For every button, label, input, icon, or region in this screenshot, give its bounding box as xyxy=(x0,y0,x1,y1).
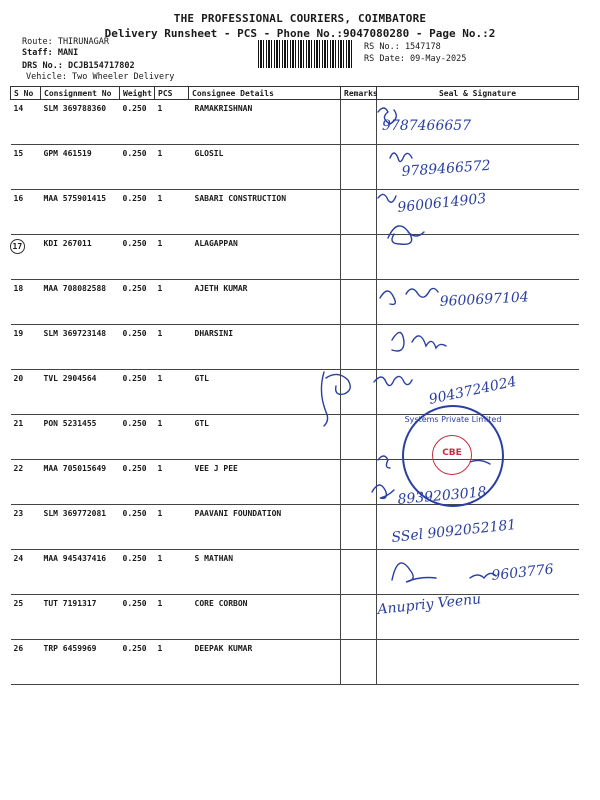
row-consignee: GTL xyxy=(189,415,341,460)
row-remarks xyxy=(341,460,377,505)
row-sno-circled: 17 xyxy=(10,239,26,254)
row-consignee: PAAVANI FOUNDATION xyxy=(189,505,341,550)
vehicle-label: Vehicle: Two Wheeler Delivery xyxy=(26,72,175,82)
table-row xyxy=(11,595,579,640)
table-row xyxy=(11,370,579,415)
row-seal-signature xyxy=(377,280,579,325)
row-consignment: GPM 461519 xyxy=(41,145,120,190)
row-weight: 0.250 xyxy=(120,190,155,235)
row-sno: 24 xyxy=(11,550,41,595)
table-row xyxy=(11,325,579,370)
row-weight: 0.250 xyxy=(120,595,155,640)
col-seal: Seal & Signature xyxy=(377,87,579,100)
row-sno: 23 xyxy=(11,505,41,550)
row-remarks xyxy=(341,235,377,280)
row-consignee: ALAGAPPAN xyxy=(189,235,341,280)
row-pcs: 1 xyxy=(155,235,189,280)
barcode xyxy=(258,40,354,68)
row-remarks xyxy=(341,640,377,685)
row-remarks xyxy=(341,595,377,640)
route-label: Route: THIRUNAGAR xyxy=(22,37,109,47)
table-row xyxy=(11,550,579,595)
row-weight: 0.250 xyxy=(120,325,155,370)
row-remarks xyxy=(341,370,377,415)
handwriting-21: 9043724024 xyxy=(427,373,518,408)
row-remarks xyxy=(341,145,377,190)
row-seal-signature xyxy=(377,550,579,595)
row-weight: 0.250 xyxy=(120,460,155,505)
row-pcs: 1 xyxy=(155,505,189,550)
handwriting-23: 8939203018 xyxy=(396,484,488,508)
row-weight: 0.250 xyxy=(120,235,155,280)
runsheet-table xyxy=(10,86,579,685)
rs-number: RS No.: 1547178 xyxy=(364,42,441,52)
col-remarks: Remarks xyxy=(341,87,377,100)
row-consignment: MAA 705015649 xyxy=(41,460,120,505)
row-consignee: DHARSINI xyxy=(189,325,341,370)
row-pcs: 1 xyxy=(155,100,189,145)
row-seal-signature xyxy=(377,595,579,640)
row-consignment: SLM 369723148 xyxy=(41,325,120,370)
row-pcs: 1 xyxy=(155,325,189,370)
company-seal xyxy=(402,405,504,507)
row-seal-signature xyxy=(377,190,579,235)
row-weight: 0.250 xyxy=(120,550,155,595)
row-seal-signature xyxy=(377,145,579,190)
row-sno: 25 xyxy=(11,595,41,640)
row-seal-signature xyxy=(377,100,579,145)
row-seal-signature xyxy=(377,325,579,370)
handwriting-26: Anupriy Veenu xyxy=(376,591,482,618)
handwriting-19: 9600697104 xyxy=(439,289,530,310)
row-remarks xyxy=(341,415,377,460)
row-consignee: CORE CORBON xyxy=(189,595,341,640)
row-consignment: TRP 6459969 xyxy=(41,640,120,685)
handwriting-16: 9600614903 xyxy=(396,190,488,216)
row-weight: 0.250 xyxy=(120,505,155,550)
row-sno: 26 xyxy=(11,640,41,685)
row-consignee: GTL xyxy=(189,370,341,415)
row-consignment: KDI 267011 xyxy=(41,235,120,280)
handwriting-25: 9603776 xyxy=(490,561,555,584)
seal-center-text: CBE xyxy=(442,448,462,458)
row-pcs: 1 xyxy=(155,640,189,685)
row-pcs: 1 xyxy=(155,370,189,415)
row-sno: 20 xyxy=(11,370,41,415)
row-consignee: S MATHAN xyxy=(189,550,341,595)
row-consignee: SABARI CONSTRUCTION xyxy=(189,190,341,235)
table-row xyxy=(11,640,579,685)
row-pcs: 1 xyxy=(155,550,189,595)
row-remarks xyxy=(341,550,377,595)
seal-ring-text: Systems Private Limited xyxy=(404,415,502,424)
row-sno xyxy=(11,235,41,280)
drs-label: DRS No.: DCJB154717802 xyxy=(22,61,135,71)
col-consignee: Consignee Details xyxy=(189,87,341,100)
row-weight: 0.250 xyxy=(120,370,155,415)
row-remarks xyxy=(341,280,377,325)
col-pcs: PCS xyxy=(155,87,189,100)
table-row xyxy=(11,145,579,190)
row-sno: 18 xyxy=(11,280,41,325)
row-seal-signature xyxy=(377,640,579,685)
row-weight: 0.250 xyxy=(120,640,155,685)
row-consignee: RAMAKRISHNAN xyxy=(189,100,341,145)
row-remarks xyxy=(341,100,377,145)
row-sno: 15 xyxy=(11,145,41,190)
row-sno: 22 xyxy=(11,460,41,505)
row-sno: 21 xyxy=(11,415,41,460)
row-seal-signature xyxy=(377,370,579,415)
row-pcs: 1 xyxy=(155,280,189,325)
row-pcs: 1 xyxy=(155,460,189,505)
row-seal-signature xyxy=(377,505,579,550)
row-consignment: SLM 369788360 xyxy=(41,100,120,145)
table-row xyxy=(11,235,579,280)
handwriting-24: SSel 9092052181 xyxy=(390,516,517,546)
row-pcs: 1 xyxy=(155,415,189,460)
row-pcs: 1 xyxy=(155,190,189,235)
row-consignee: AJETH KUMAR xyxy=(189,280,341,325)
row-weight: 0.250 xyxy=(120,280,155,325)
row-consignment: MAA 708082588 xyxy=(41,280,120,325)
row-sno: 19 xyxy=(11,325,41,370)
row-weight: 0.250 xyxy=(120,100,155,145)
row-consignment: PON 5231455 xyxy=(41,415,120,460)
document-subtitle: Delivery Runsheet - PCS - Phone No.:9047080280 - Page No.:2 xyxy=(104,27,496,40)
col-sno: S No xyxy=(11,87,41,100)
row-consignment: MAA 575901415 xyxy=(41,190,120,235)
row-sno: 16 xyxy=(11,190,41,235)
row-seal-signature xyxy=(377,235,579,280)
row-weight: 0.250 xyxy=(120,145,155,190)
row-consignment: TUT 7191317 xyxy=(41,595,120,640)
table-row xyxy=(11,280,579,325)
row-remarks xyxy=(341,325,377,370)
row-remarks xyxy=(341,505,377,550)
row-consignee: DEEPAK KUMAR xyxy=(189,640,341,685)
document-title: THE PROFESSIONAL COURIERS, COIMBATORE xyxy=(173,12,427,25)
row-consignee: VEE J PEE xyxy=(189,460,341,505)
rs-date: RS Date: 09-May-2025 xyxy=(364,54,467,64)
table-row xyxy=(11,100,579,145)
row-consignment: MAA 945437416 xyxy=(41,550,120,595)
table-row xyxy=(11,505,579,550)
row-weight: 0.250 xyxy=(120,415,155,460)
table-row xyxy=(11,190,579,235)
table-header-row xyxy=(11,87,579,100)
row-consignment: SLM 369772081 xyxy=(41,505,120,550)
row-consignee: GLOSIL xyxy=(189,145,341,190)
col-weight: Weight xyxy=(120,87,155,100)
row-pcs: 1 xyxy=(155,595,189,640)
row-remarks xyxy=(341,190,377,235)
handwriting-15: 9789466572 xyxy=(401,157,492,180)
row-consignment: TVL 2904564 xyxy=(41,370,120,415)
row-pcs: 1 xyxy=(155,145,189,190)
col-consignment: Consignment No xyxy=(41,87,120,100)
seal-inner-circle xyxy=(432,435,472,475)
handwriting-14: 9787466657 xyxy=(382,118,472,134)
row-sno: 14 xyxy=(11,100,41,145)
staff-label: Staff: MANI xyxy=(22,48,79,58)
